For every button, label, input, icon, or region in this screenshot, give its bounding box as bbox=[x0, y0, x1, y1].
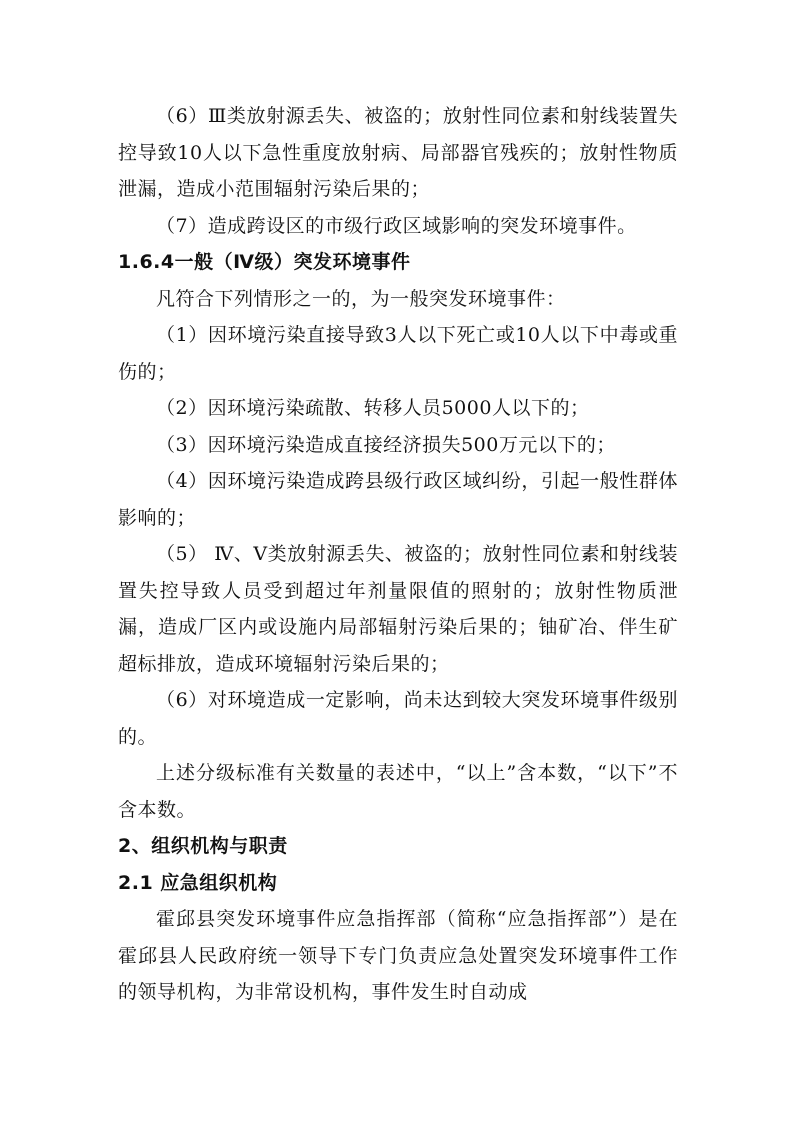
section-heading: 1.6.4一般（Ⅳ级）突发环境事件 bbox=[118, 251, 411, 273]
paragraph: （5） Ⅳ、Ⅴ类放射源丢失、被盗的；放射性同位素和射线装置失控导致人员受到超过年剂量限值的照射的；放射性物质泄漏，造成厂区内或设施内局部辐射污染后果的；铀矿冶、伴生矿超标排放，造成环境辐射污染后果的； bbox=[118, 543, 678, 675]
paragraph: （2）因环境污染疏散、转移人员5000人以下的； bbox=[156, 397, 590, 419]
paragraph: （3）因环境污染造成直接经济损失500万元以下的； bbox=[156, 433, 616, 456]
paragraph: （1）因环境污染直接导致3人以下死亡或10人以下中毒或重伤的； bbox=[118, 324, 678, 383]
section-heading: 2、组织机构与职责 bbox=[118, 835, 288, 857]
subsection-heading: 2.1 应急组织机构 bbox=[118, 871, 278, 894]
paragraph: 凡符合下列情形之一的，为一般突发环境事件： bbox=[156, 287, 566, 310]
paragraph: 上述分级标准有关数量的表述中，“以上”含本数，“以下”不含本数。 bbox=[118, 762, 678, 821]
document-body bbox=[118, 98, 678, 1011]
paragraph: （6）Ⅲ类放射源丢失、被盗的；放射性同位素和射线装置失控导致10人以下急性重度放射病、局部器官残疾的；放射性物质泄漏，造成小范围辐射污染后果的； bbox=[118, 105, 678, 200]
paragraph: （4）因环境污染造成跨县级行政区域纠纷，引起一般性群体影响的； bbox=[118, 470, 678, 529]
paragraph: 霍邱县突发环境事件应急指挥部（简称“应急指挥部”）是在霍邱县人民政府统一领导下专门负责应急处置突发环境事件工作的领导机构，为非常设机构，事件发生时自动成 bbox=[118, 908, 678, 1003]
paragraph: （6）对环境造成一定影响，尚未达到较大突发环境事件级别的。 bbox=[118, 689, 678, 748]
paragraph: （7）造成跨设区的市级行政区域影响的突发环境事件。 bbox=[156, 214, 637, 237]
